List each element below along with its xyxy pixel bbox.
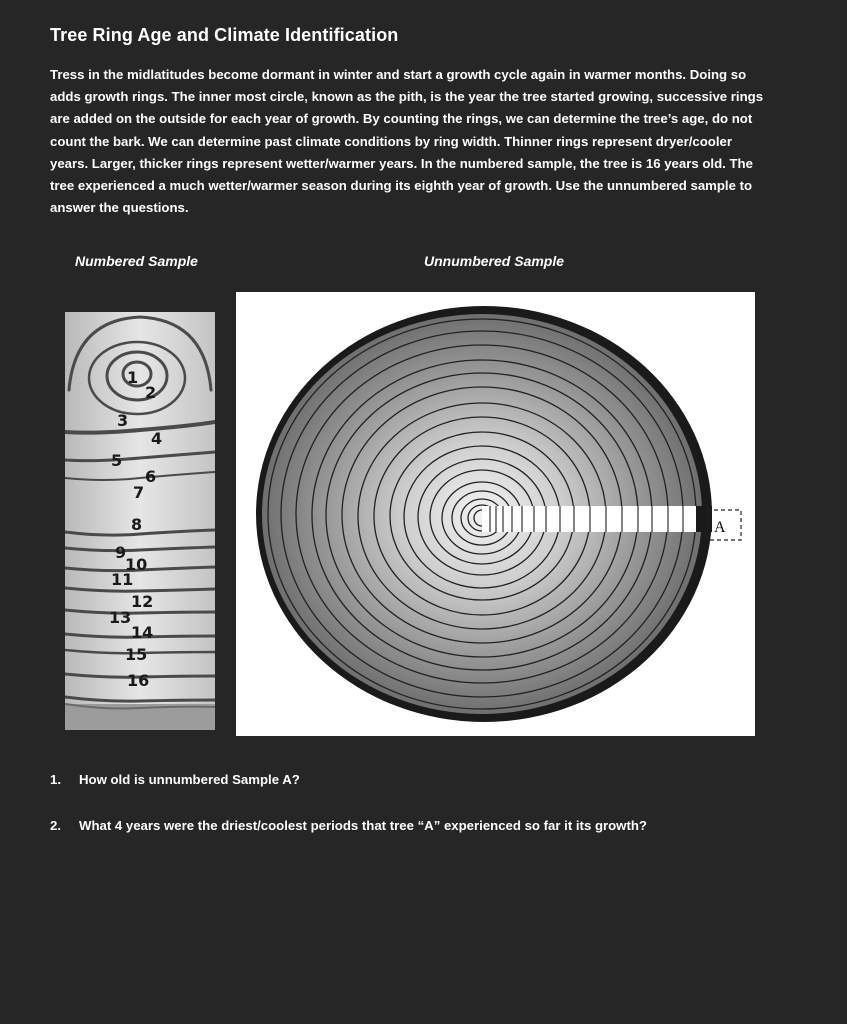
ring-number-2: 2 bbox=[145, 383, 157, 402]
question-2 bbox=[50, 818, 647, 833]
question-text: What 4 years were the driest/coolest periods that tree “A” experienced so far it its growth? bbox=[79, 818, 647, 833]
question-1 bbox=[50, 772, 300, 787]
ring-number-12: 12 bbox=[131, 592, 154, 611]
question-number: 1. bbox=[50, 772, 61, 787]
numbered-sample-caption: Numbered Sample bbox=[75, 253, 198, 269]
numbered-sample-image bbox=[65, 312, 215, 730]
ring-number-8: 8 bbox=[131, 515, 143, 534]
numbered-sample-figure bbox=[65, 312, 215, 730]
cut-strip bbox=[482, 506, 696, 532]
ring-number-14: 14 bbox=[131, 623, 154, 642]
unnumbered-sample-image bbox=[236, 292, 755, 736]
ring-number-11: 11 bbox=[111, 570, 134, 589]
ring-number-7: 7 bbox=[133, 483, 145, 502]
intro-paragraph: Tress in the midlatitudes become dormant in winter and start a growth cycle again in warmer months. Doing so adds growth rings. The inner most circle, known as the pith, is the year the tree started growing, successive rings are added on the outside for each year of growth. By counting the rings, we can determine the tree’s age, do not count the bark. We can determine past climate conditions by ring width. Thinner rings represent dryer/cooler years. Larger, thicker rings represent wetter/warmer years. In the numbered sample, the tree is 16 years old. The tree experienced a much wetter/warmer season during its eighth year of growth. Use the unnumbered sample to answer the questions. bbox=[50, 67, 764, 216]
unnumbered-sample-figure bbox=[236, 292, 755, 736]
ring-number-15: 15 bbox=[125, 645, 148, 664]
ring-number-10: 10 bbox=[125, 555, 148, 574]
ring-number-1: 1 bbox=[127, 368, 139, 387]
ring-number-5: 5 bbox=[111, 451, 123, 470]
ring-number-13: 13 bbox=[109, 608, 132, 627]
ring-number-3: 3 bbox=[117, 411, 129, 430]
ring-number-16: 16 bbox=[127, 671, 150, 690]
ring-number-4: 4 bbox=[151, 429, 163, 448]
ring-number-9: 9 bbox=[115, 543, 127, 562]
question-text: How old is unnumbered Sample A? bbox=[79, 772, 300, 787]
question-number: 2. bbox=[50, 818, 61, 833]
unnumbered-sample-caption: Unnumbered Sample bbox=[424, 253, 565, 269]
ring-number-6: 6 bbox=[145, 467, 157, 486]
sample-a-label: A bbox=[714, 519, 726, 536]
page-title: Tree Ring Age and Climate Identification bbox=[50, 25, 399, 45]
